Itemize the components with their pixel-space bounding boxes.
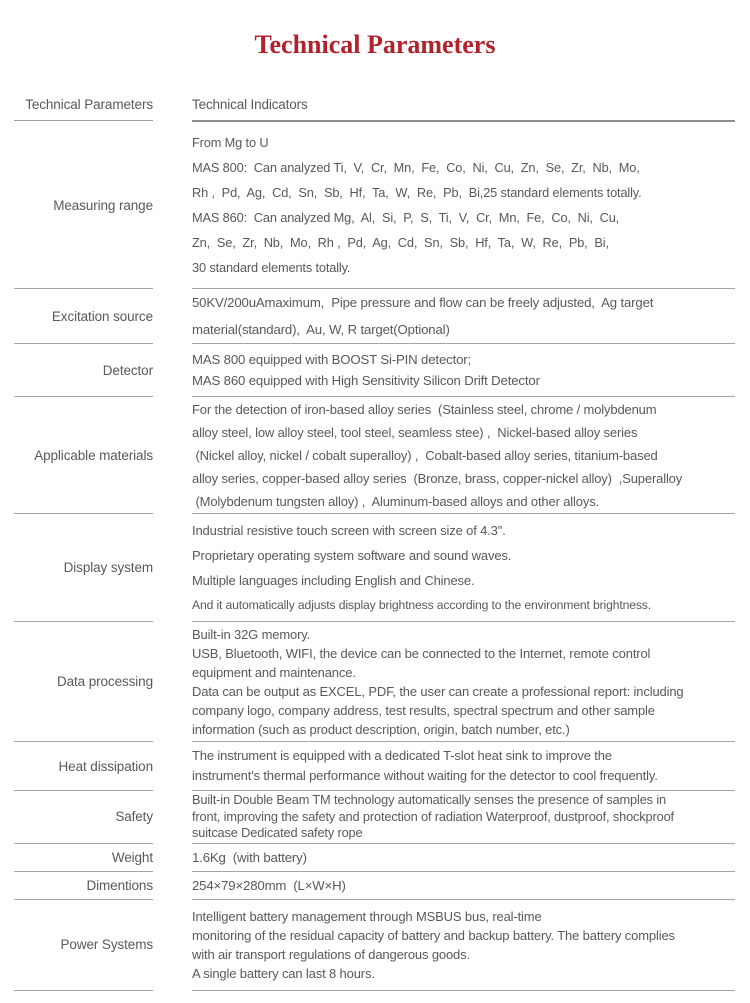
spec-value-line: From Mg to U xyxy=(192,135,269,150)
spec-value xyxy=(192,742,735,791)
spec-value-line: instrument's thermal performance without waiting for the detector to cool frequently. xyxy=(192,768,658,783)
spec-label: Power Systems xyxy=(14,900,153,991)
spec-value-line: alloy steel, low alloy steel, tool steel, seamless stee) , Nickel-based alloy series xyxy=(192,425,638,440)
spec-value-line: 50KV/200uAmaximum, Pipe pressure and flow can be freely adjusted, Ag target xyxy=(192,295,654,310)
spec-row xyxy=(14,872,735,900)
spec-value-line: 1.6Kg (with battery) xyxy=(192,849,307,865)
spec-row xyxy=(14,397,735,514)
column-gap xyxy=(153,622,192,742)
spec-label: Applicable materials xyxy=(14,397,153,514)
header-label-indicators: Technical Indicators xyxy=(192,88,735,122)
spec-value xyxy=(192,397,735,514)
spec-label: Safety xyxy=(14,791,153,844)
spec-value-line: And it automatically adjusts display brightness according to the environment brightness. xyxy=(192,598,651,612)
spec-table xyxy=(14,88,735,991)
spec-value-line: 30 standard elements totally. xyxy=(192,260,351,275)
spec-value-line: Multiple languages including English and Chinese. xyxy=(192,573,475,588)
spec-value-line: equipment and maintenance. xyxy=(192,665,356,680)
spec-value-line: Built-in 32G memory. xyxy=(192,627,311,642)
spec-value-line: MAS 860 equipped with High Sensitivity Silicon Drift Detector xyxy=(192,373,540,388)
column-gap xyxy=(153,344,192,397)
spec-value-line: (Molybdenum tungsten alloy) , Aluminum-based alloys and other alloys. xyxy=(192,494,600,509)
spec-value-line: monitoring of the residual capacity of battery and backup battery. The battery complies xyxy=(192,927,675,943)
spec-row xyxy=(14,791,735,844)
column-gap xyxy=(153,900,192,991)
spec-label: Detector xyxy=(14,344,153,397)
spec-value xyxy=(192,514,735,622)
spec-value xyxy=(192,344,735,397)
spec-row xyxy=(14,900,735,991)
spec-value xyxy=(192,122,735,289)
header-label-parameters: Technical Parameters xyxy=(14,88,153,121)
spec-value-line: MAS 860: Can analyzed Mg, Al, Si, P, S, Ti, V, Cr, Mn, Fe, Co, Ni, Cu, xyxy=(192,210,620,225)
spec-value-line: A single battery can last 8 hours. xyxy=(192,965,375,981)
spec-label: Display system xyxy=(14,514,153,622)
spec-row xyxy=(14,844,735,872)
spec-value-line: (Nickel alloy, nickel / cobalt superalloy) , Cobalt-based alloy series, titanium-based xyxy=(192,448,658,463)
column-gap xyxy=(153,791,192,844)
spec-value-line: Rh , Pd, Ag, Cd, Sn, Sb, Hf, Ta, W, Re, Pb, Bi,25 standard elements totally. xyxy=(192,185,642,200)
page-title: Technical Parameters xyxy=(254,30,496,59)
spec-value xyxy=(192,791,735,844)
spec-label: Excitation source xyxy=(14,289,153,344)
spec-label: Dimentions xyxy=(14,872,153,900)
column-gap xyxy=(153,122,192,289)
spec-value xyxy=(192,872,735,900)
spec-label: Data processing xyxy=(14,622,153,742)
spec-row xyxy=(14,344,735,397)
spec-value-line: MAS 800: Can analyzed Ti, V, Cr, Mn, Fe, Co, Ni, Cu, Zn, Se, Zr, Nb, Mo, xyxy=(192,160,640,175)
spec-value-line: Intelligent battery management through MSBUS bus, real-time xyxy=(192,908,542,924)
spec-row xyxy=(14,622,735,742)
spec-value-line: suitcase Dedicated safety rope xyxy=(192,825,363,840)
spec-value-line: Zn, Se, Zr, Nb, Mo, Rh , Pd, Ag, Cd, Sn, Sb, Hf, Ta, W, Re, Pb, Bi, xyxy=(192,235,609,250)
spec-value-line: For the detection of iron-based alloy series (Stainless steel, chrome / molybdenum xyxy=(192,402,657,417)
spec-value-line: Proprietary operating system software and sound waves. xyxy=(192,548,512,563)
spec-value-line: MAS 800 equipped with BOOST Si-PIN detector; xyxy=(192,352,472,367)
spec-row xyxy=(14,514,735,622)
column-gap xyxy=(153,88,192,122)
spec-value xyxy=(192,622,735,742)
column-gap xyxy=(153,514,192,622)
spec-value-line: front, improving the safety and protection of radiation Waterproof, dustproof, shockproof xyxy=(192,808,674,824)
spec-table-header xyxy=(14,88,735,122)
spec-rows xyxy=(14,122,735,991)
column-gap xyxy=(153,742,192,791)
spec-label: Measuring range xyxy=(14,122,153,289)
spec-value xyxy=(192,289,735,344)
column-gap xyxy=(153,289,192,344)
spec-row xyxy=(14,122,735,289)
spec-value-line: alloy series, copper-based alloy series (Bronze, brass, copper-nickel alloy) ,Superalloy xyxy=(192,471,683,486)
spec-row xyxy=(14,289,735,344)
spec-value-line: with air transport regulations of dangerous goods. xyxy=(192,946,470,962)
spec-value xyxy=(192,844,735,872)
spec-value-line: Data can be output as EXCEL, PDF, the user can create a professional report: including xyxy=(192,684,684,699)
spec-value-line: The instrument is equipped with a dedicated T-slot heat sink to improve the xyxy=(192,748,612,763)
column-gap xyxy=(153,844,192,872)
spec-label: Heat dissipation xyxy=(14,742,153,791)
spec-label: Weight xyxy=(14,844,153,872)
column-gap xyxy=(153,872,192,900)
spec-value-line: material(standard), Au, W, R target(Optional) xyxy=(192,322,450,337)
column-gap xyxy=(153,397,192,514)
spec-value xyxy=(192,900,735,991)
spec-value-line: Built-in Double Beam TM technology automatically senses the presence of samples in xyxy=(192,792,666,807)
spec-value-line: USB, Bluetooth, WIFI, the device can be connected to the Internet, remote control xyxy=(192,646,651,661)
spec-value-line: information (such as product description, origin, batch number, etc.) xyxy=(192,722,570,737)
spec-value-line: company logo, company address, test results, spectral spectrum and other sample xyxy=(192,703,655,718)
spec-value-line: Industrial resistive touch screen with screen size of 4.3". xyxy=(192,523,506,538)
spec-row xyxy=(14,742,735,791)
spec-value-line: 254×79×280mm (L×W×H) xyxy=(192,877,346,893)
